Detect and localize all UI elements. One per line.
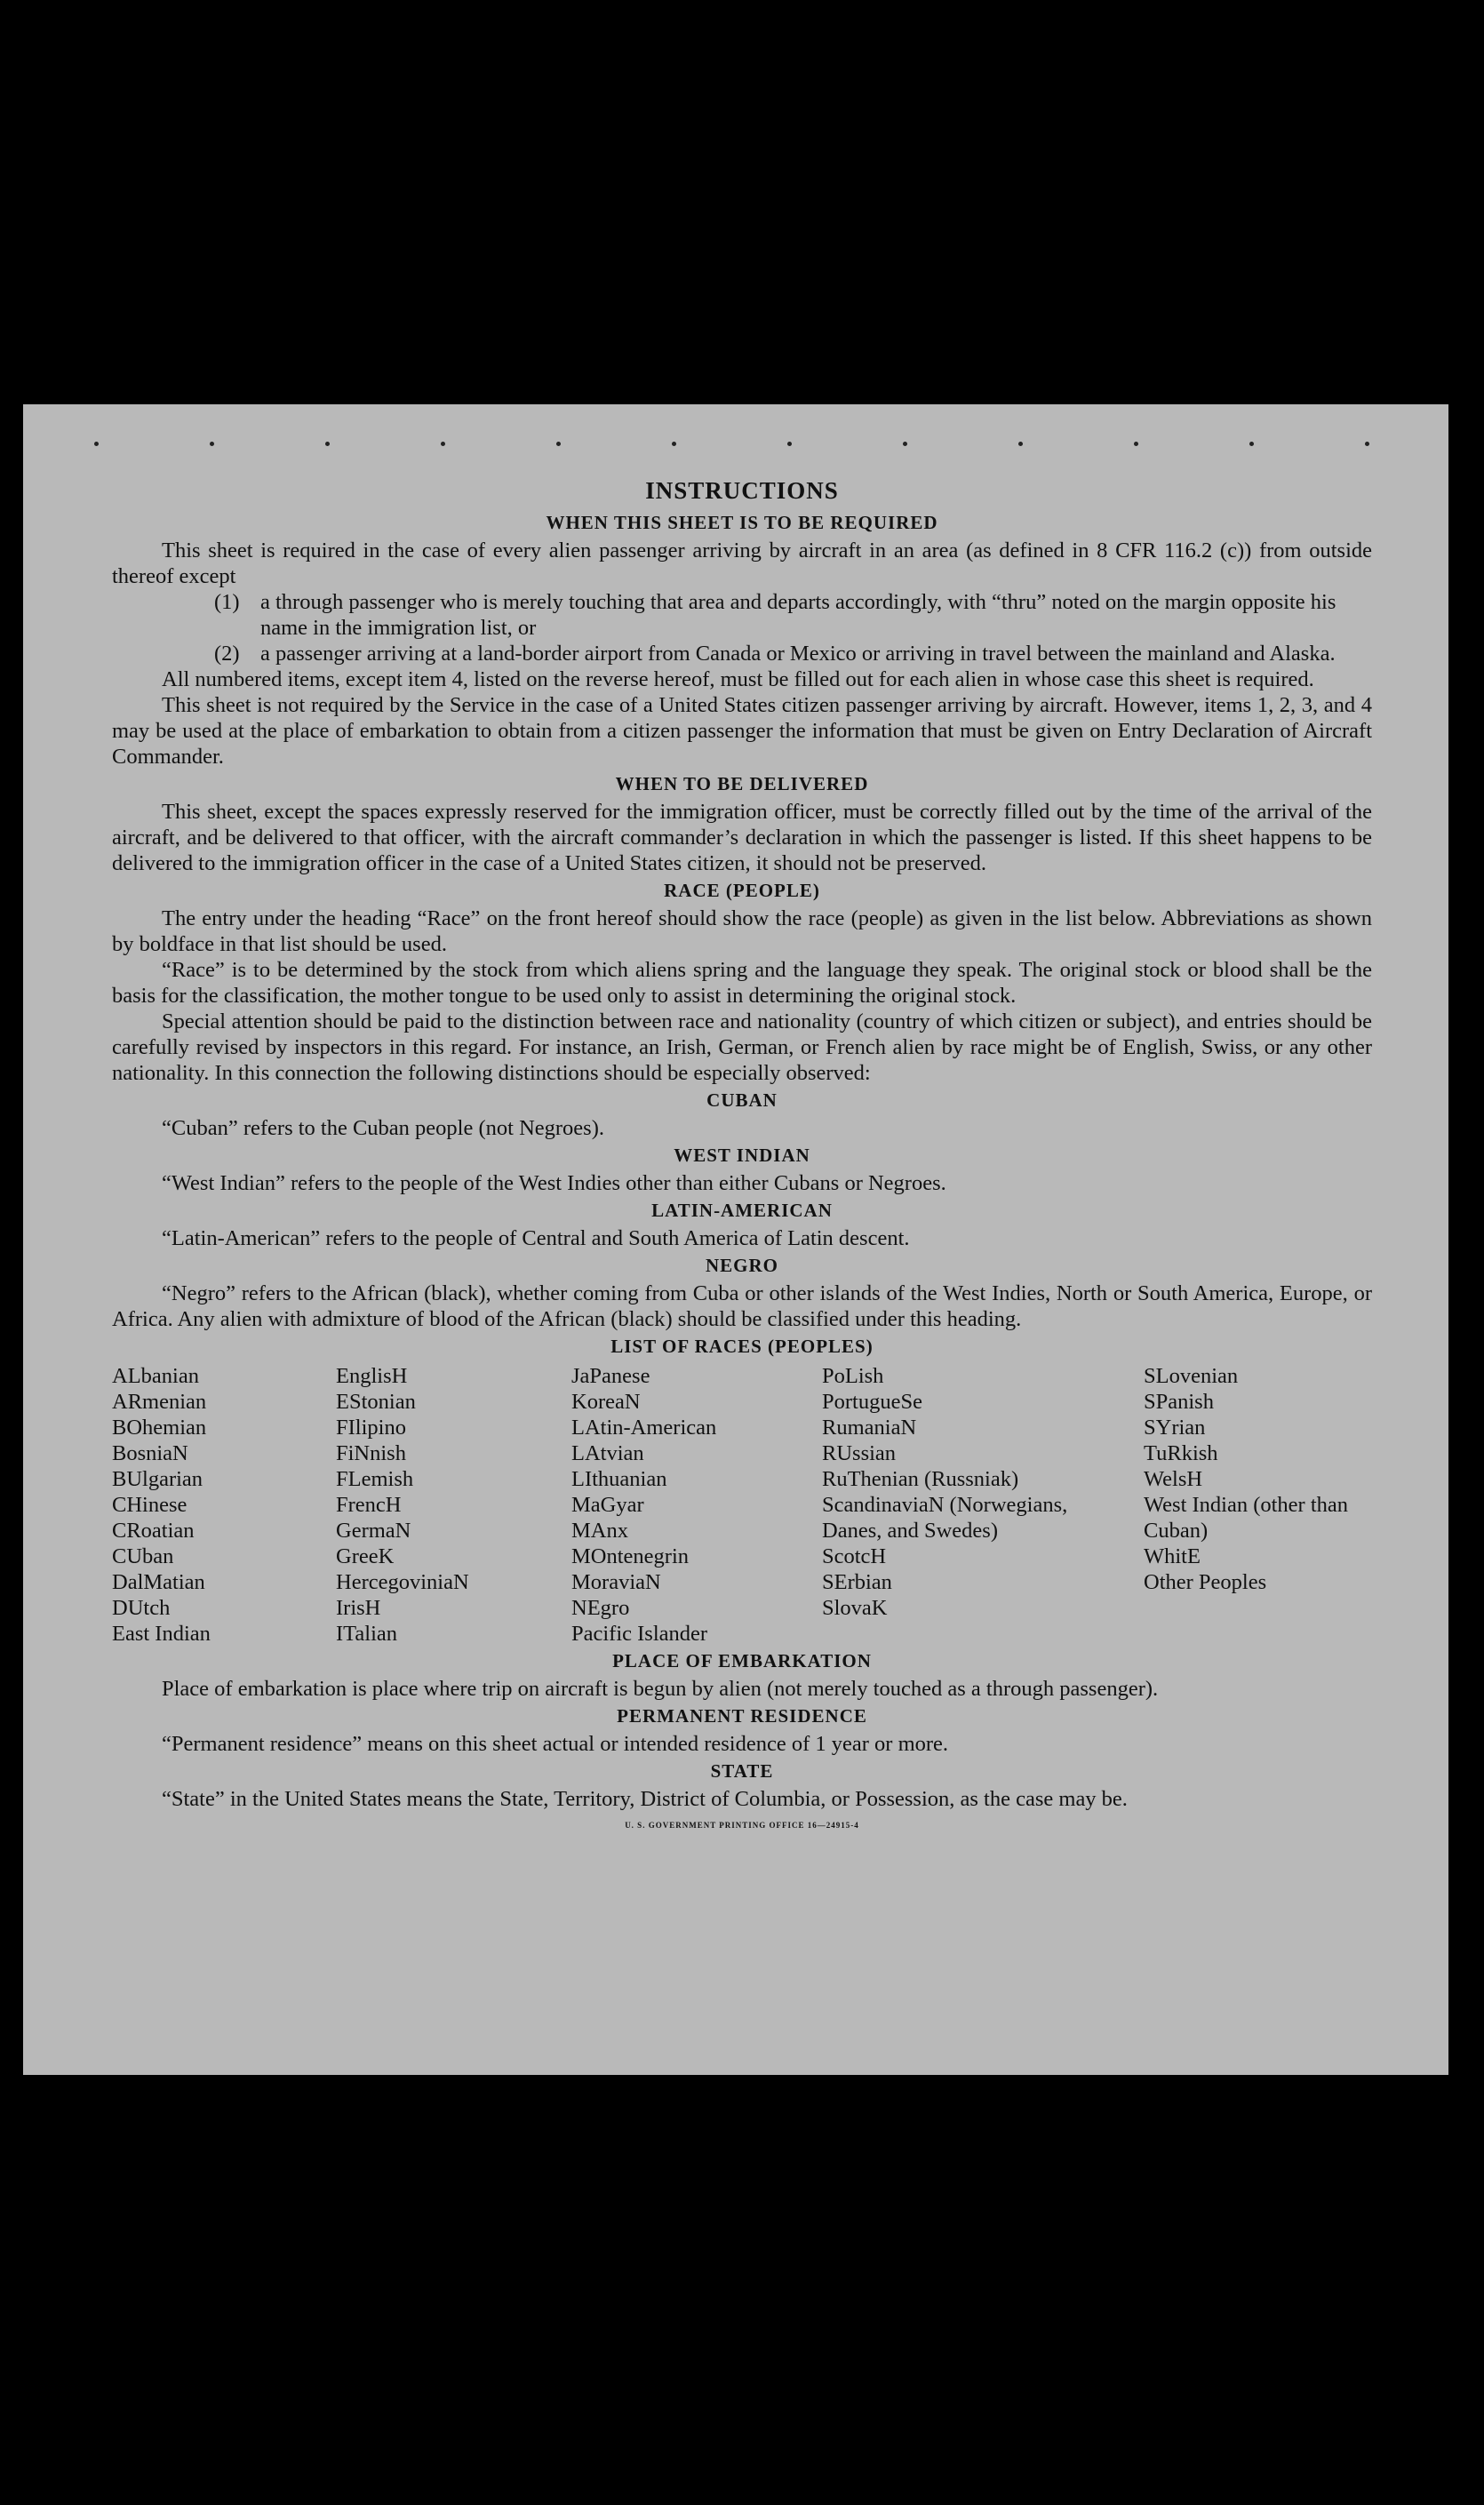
- race-entry: MoraviaN: [571, 1570, 661, 1594]
- race-entry: PortugueSe: [822, 1390, 922, 1414]
- heading-latin-american: LATIN-AMERICAN: [651, 1200, 833, 1221]
- latin-american-para: “Latin-American” refers to the people of Central and South America of Latin descent.: [162, 1226, 910, 1250]
- race-entry: IrisH: [336, 1596, 381, 1620]
- race-entry: JaPanese: [571, 1364, 650, 1388]
- mark: [94, 442, 99, 446]
- instruction-sheet: [23, 404, 1448, 2075]
- mark: [903, 442, 907, 446]
- heading-race: RACE (PEOPLE): [664, 880, 820, 901]
- heading-embarkation: PLACE OF EMBARKATION: [612, 1650, 872, 1671]
- exception-item-2: [214, 641, 1372, 666]
- mark: [1249, 442, 1254, 446]
- race-entry: BOhemian: [112, 1416, 207, 1440]
- exception-item-1: [214, 589, 1372, 641]
- mark: [210, 442, 214, 446]
- when-required-para3: This sheet is not required by the Service in the case of a United States citizen passenger arriving by aircraft. However, items 1, 2, 3, and 4 may be used at the place of embarkation to obtain from a citizen passenger the information that must be given on Entry Declaration of Aircraft Commander.: [112, 693, 1372, 769]
- mark: [1365, 442, 1369, 446]
- mark: [556, 442, 561, 446]
- race-entry: DUtch: [112, 1596, 171, 1620]
- races-column-4: [822, 1363, 1144, 1647]
- race-entry: SLovenian: [1144, 1364, 1239, 1388]
- race-para2: “Race” is to be determined by the stock from which aliens spring and the language they speak. The original stock or blood shall be the basis for the classification, the mother tongue to be used only to assist in determining the original stock.: [112, 958, 1372, 1008]
- race-entry: RumaniaN: [822, 1416, 917, 1440]
- race-entry: MOntenegrin: [571, 1544, 689, 1568]
- race-entry: LIthuanian: [571, 1467, 667, 1491]
- printer-imprint: U. S. GOVERNMENT PRINTING OFFICE 16—24915-4: [625, 1821, 859, 1830]
- race-entry: CUban: [112, 1544, 174, 1568]
- west-indian-para: “West Indian” refers to the people of the West Indies other than either Cubans or Negroes.: [162, 1171, 946, 1195]
- race-entry: PoLish: [822, 1364, 884, 1388]
- race-entry: Pacific Islander: [571, 1622, 708, 1646]
- races-column-1: [112, 1363, 336, 1647]
- mark: [787, 442, 792, 446]
- when-delivered-para: This sheet, except the spaces expressly reserved for the immigration officer, must be correctly filled out by the time of the arrival of the aircraft, and be delivered to that officer, with the aircraft commander’s declaration in which the passenger is listed. If this sheet happens to be delivered to the immigration officer in the case of a United States citizen, it should not be preserved.: [112, 800, 1372, 875]
- race-entry: SPanish: [1144, 1390, 1214, 1414]
- race-entry: MaGyar: [571, 1493, 644, 1517]
- heading-state: STATE: [710, 1760, 774, 1782]
- mark: [672, 442, 676, 446]
- race-entry: SYrian: [1144, 1416, 1206, 1440]
- residence-para: “Permanent residence” means on this sheet actual or intended residence of 1 year or more.: [162, 1732, 949, 1756]
- race-entry: MAnx: [571, 1519, 628, 1543]
- race-entry: East Indian: [112, 1622, 211, 1646]
- state-para: “State” in the United States means the State, Territory, District of Columbia, or Possession, as the case may be.: [162, 1787, 1128, 1811]
- mark: [325, 442, 330, 446]
- race-entry: ScotcH: [822, 1544, 887, 1568]
- race-entry: CRoatian: [112, 1519, 195, 1543]
- heading-when-required: WHEN THIS SHEET IS TO BE REQUIRED: [546, 512, 938, 533]
- race-entry: WhitE: [1144, 1544, 1201, 1568]
- negro-para: “Negro” refers to the African (black), whether coming from Cuba or other islands of the West Indies, North or South America, Europe, or Africa. Any alien with admixture of blood of the African (black) should be classified under this heading.: [112, 1281, 1372, 1331]
- item-text: a passenger arriving at a land-border airport from Canada or Mexico or arriving in travel between the mainland and Alaska.: [260, 642, 1336, 666]
- heading-residence: PERMANENT RESIDENCE: [617, 1705, 867, 1727]
- race-entry: LAtvian: [571, 1441, 644, 1465]
- race-entry: TuRkish: [1144, 1441, 1218, 1465]
- race-entry: EStonian: [336, 1390, 416, 1414]
- race-entry: ALbanian: [112, 1364, 199, 1388]
- race-entry: GreeK: [336, 1544, 395, 1568]
- heading-cuban: CUBAN: [706, 1089, 778, 1111]
- race-entry: Other Peoples: [1144, 1570, 1267, 1594]
- cuban-para: “Cuban” refers to the Cuban people (not Negroes).: [162, 1116, 604, 1140]
- when-required-intro: This sheet is required in the case of every alien passenger arriving by aircraft in an area (as defined in 8 CFR 116.2 (c)) from outside thereof except: [112, 538, 1372, 588]
- race-entry: RUssian: [822, 1441, 897, 1465]
- embarkation-para: Place of embarkation is place where trip on aircraft is begun by alien (not merely touched as a through passenger).: [162, 1677, 1159, 1701]
- race-entry: FiNnish: [336, 1441, 406, 1465]
- race-entry: FrencH: [336, 1493, 402, 1517]
- race-entry: EnglisH: [336, 1364, 408, 1388]
- heading-negro: NEGRO: [705, 1255, 778, 1276]
- race-entry: SErbian: [822, 1570, 892, 1594]
- item-text: a through passenger who is merely touching that area and departs accordingly, with “thru” noted on the margin opposite his name in the immigration list, or: [260, 590, 1336, 640]
- race-para1: The entry under the heading “Race” on the front hereof should show the race (people) as given in the list below. Abbreviations as shown by boldface in that list should be used.: [112, 906, 1372, 956]
- punch-marks: [76, 442, 1409, 452]
- race-entry: BUlgarian: [112, 1467, 203, 1491]
- mark: [1018, 442, 1023, 446]
- race-entry: RuThenian (Russniak): [822, 1467, 1019, 1491]
- race-entry: NEgro: [571, 1596, 630, 1620]
- heading-west-indian: WEST INDIAN: [674, 1145, 810, 1166]
- race-entry: DalMatian: [112, 1570, 205, 1594]
- races-column-3: [571, 1363, 822, 1647]
- race-entry: FIlipino: [336, 1416, 406, 1440]
- race-entry: SlovaK: [822, 1596, 888, 1620]
- when-required-para2: All numbered items, except item 4, listed on the reverse hereof, must be filled out for each alien in whose case this sheet is required.: [162, 667, 1314, 691]
- item-number: (1): [214, 590, 240, 614]
- race-entry: LAtin-American: [571, 1416, 717, 1440]
- race-entry: West Indian (other than Cuban): [1144, 1493, 1349, 1543]
- page-title: INSTRUCTIONS: [645, 477, 839, 504]
- race-entry: ITalian: [336, 1622, 398, 1646]
- race-entry: BosniaN: [112, 1441, 188, 1465]
- races-column-5: [1144, 1363, 1375, 1647]
- races-list: [112, 1363, 1372, 1647]
- race-entry: KoreaN: [571, 1390, 641, 1414]
- race-entry: GermaN: [336, 1519, 411, 1543]
- race-entry: ARmenian: [112, 1390, 207, 1414]
- race-entry: ScandinaviaN (Norwegians, Danes, and Swedes): [822, 1493, 1068, 1543]
- race-entry: HercegoviniaN: [336, 1570, 469, 1594]
- race-para3: Special attention should be paid to the distinction between race and nationality (country of which citizen or subject), and entries should be carefully revised by inspectors in this regard. For instance, an Irish, German, or French alien by race might be of English, Swiss, or any other nationality. In this connection the following distinctions should be especially observed:: [112, 1009, 1372, 1085]
- mark: [441, 442, 445, 446]
- sheet-content: [112, 477, 1372, 1830]
- item-number: (2): [214, 642, 240, 666]
- race-entry: CHinese: [112, 1493, 187, 1517]
- heading-when-delivered: WHEN TO BE DELIVERED: [615, 773, 869, 794]
- race-entry: WelsH: [1144, 1467, 1203, 1491]
- mark: [1134, 442, 1138, 446]
- races-column-2: [336, 1363, 571, 1647]
- race-entry: FLemish: [336, 1467, 414, 1491]
- heading-list-of-races: LIST OF RACES (PEOPLES): [610, 1336, 874, 1357]
